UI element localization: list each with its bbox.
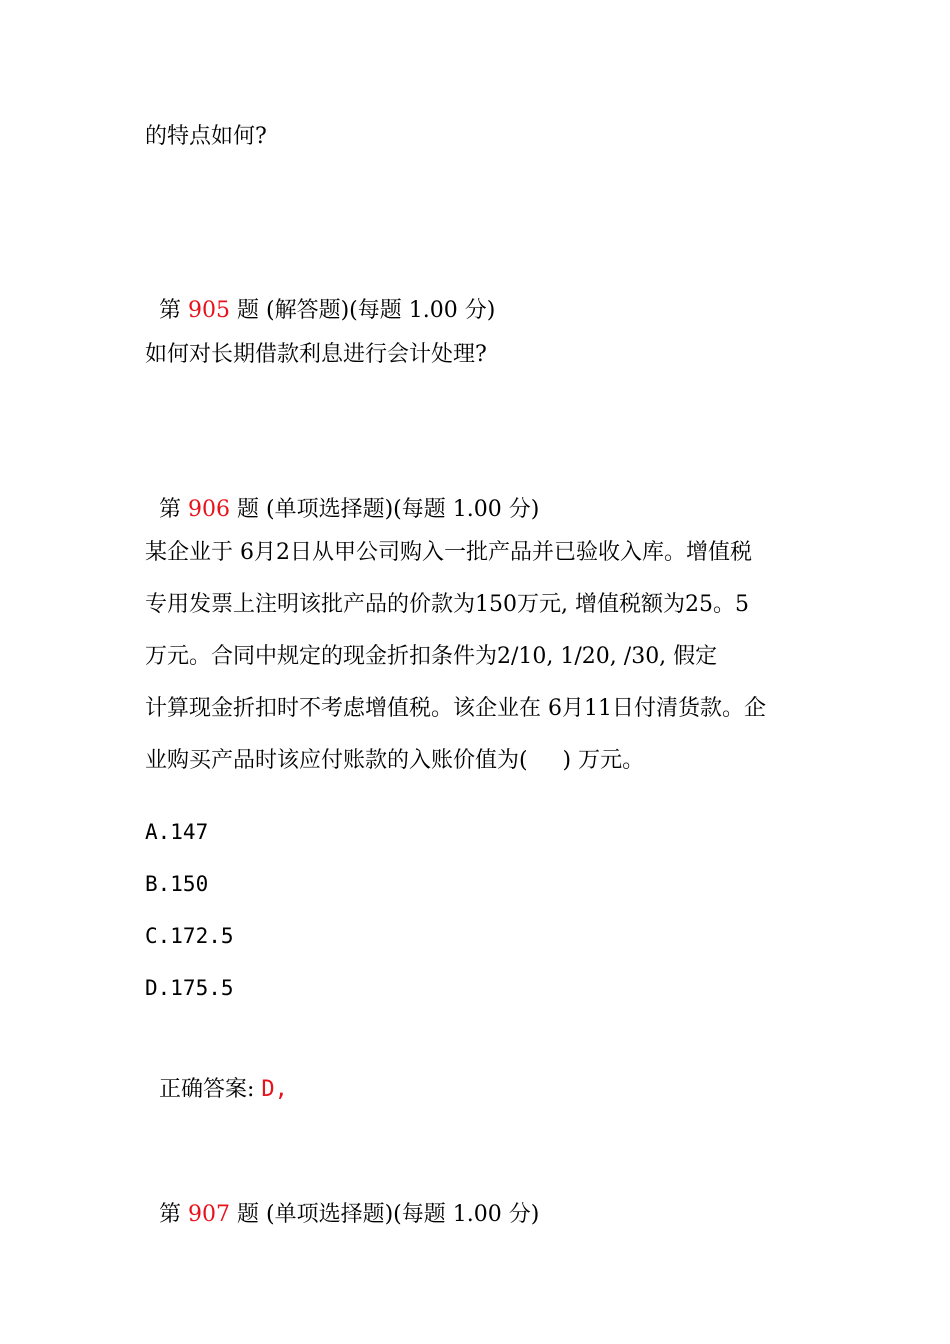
question-906-text-line-1: 某企业于 6月2日从甲公司购入一批产品并已验收入库。增值税 [145,540,752,565]
correct-answer-label: 正确答案: [159,1077,262,1102]
question-906-number: 906 [188,497,230,522]
option-a: A.147 [145,820,209,844]
question-906-header [145,465,539,525]
question-907-type: 题 (单项选择题)(每题 1.00 分) [230,1202,540,1227]
option-d: D.175.5 [145,976,234,1000]
question-906-text-line-4: 计算现金折扣时不考虑增值税。该企业在 6月11日付清货款。企 [145,696,766,721]
previous-question-tail: 的特点如何? [145,124,267,149]
option-b: B.150 [145,872,209,896]
question-905-prefix: 第 [159,298,188,323]
correct-answer-value: D, [261,1077,288,1102]
question-907-number: 907 [188,1202,230,1227]
correct-answer [145,1045,288,1105]
question-907-prefix: 第 [159,1202,188,1227]
question-906-type: 题 (单项选择题)(每题 1.00 分) [230,497,540,522]
question-906-text-line-3: 万元。合同中规定的现金折扣条件为2/10, 1/20, /30, 假定 [145,644,718,669]
question-905-header [145,266,495,326]
question-905-text: 如何对长期借款利息进行会计处理? [145,342,487,367]
question-906-text-line-2: 专用发票上注明该批产品的价款为150万元, 增值税额为25。5 [145,592,749,617]
question-905-type: 题 (解答题)(每题 1.00 分) [230,298,496,323]
question-906-text-line-5: 业购买产品时该应付账款的入账价值为( ) 万元。 [145,748,645,773]
option-c: C.172.5 [145,924,234,948]
question-905-number: 905 [188,298,230,323]
question-906-prefix: 第 [159,497,188,522]
question-907-header [145,1170,539,1230]
